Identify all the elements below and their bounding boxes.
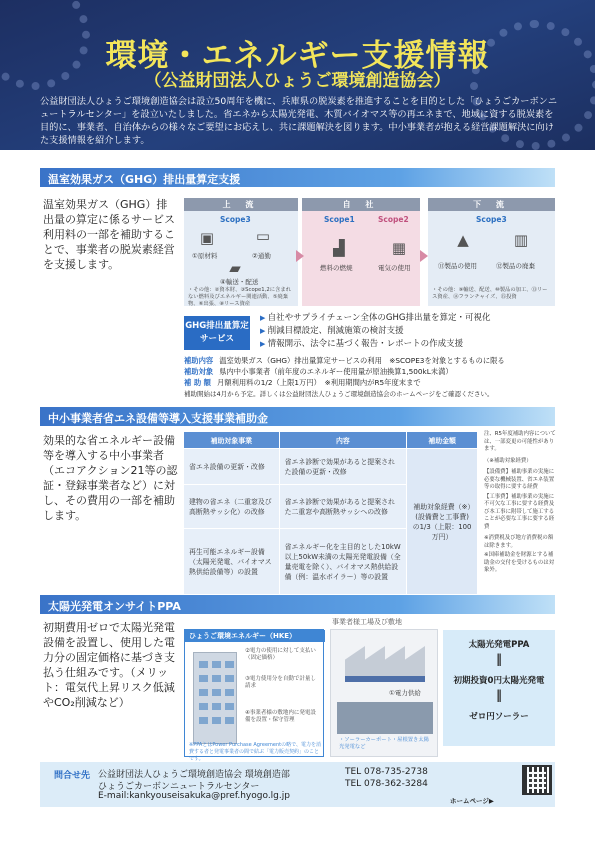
- table-header: 補助金額: [407, 432, 478, 449]
- ghg-detail-content: [184, 355, 505, 366]
- table-cell: 省エネ設備の更新・改修: [184, 449, 280, 485]
- flow-arrow-icon: [420, 250, 428, 262]
- scope3-label: Scope3: [476, 215, 507, 224]
- flow-downstream: [428, 198, 555, 306]
- flow-item: 燃料の燃焼: [320, 264, 353, 272]
- contact-label: 問合せ先: [54, 771, 91, 781]
- section-heading-subsidy: 中小事業者省エネ設備等導入支援事業補助金: [40, 407, 555, 426]
- hke-box: [184, 629, 324, 762]
- table-cell: 省エネ診断で効果があると提案された二重窓や高断熱サッシへの改修: [279, 485, 407, 529]
- flow-item: ①原材料: [192, 252, 218, 260]
- scope2-label: Scope2: [378, 215, 409, 224]
- lamp-icon: ▲: [457, 231, 469, 249]
- factory-label: 事業者様工場及び敷地: [332, 618, 402, 626]
- page-subtitle: （公益財団法人ひょうご環境創造協会）: [144, 71, 451, 91]
- truck-icon: ▰: [229, 259, 241, 277]
- ghg-detail-target: [184, 366, 453, 377]
- homepage-link[interactable]: ホームページ▶: [450, 797, 494, 805]
- note-line: 注、R5年度補助内容については、一部変更の可能性があります。: [484, 431, 556, 452]
- ghg-service-tag: GHG排出量算定サービス: [184, 316, 250, 350]
- note-line: 【工事費】補助事業の実施に不可欠な工事に要する経費及び本工事に附帯して施工することが必要な工事に要する経費: [484, 493, 555, 530]
- bullet-item: ▶ 情報開示、法令に基づく報告・レポートの作成支援: [260, 338, 491, 351]
- flow-item: ④輸送・配送: [220, 278, 259, 286]
- subsidy-amount: 補助対象経費（※）(設備費と工事費)の1/3（上限：100万円）: [407, 449, 478, 595]
- contact-tel: TEL 078-735-2738: [345, 767, 428, 777]
- flow-note: ・その他：②資本財、③Scope1,2に含まれない燃料及びエネルギー関連活動、⑤廃棄物、⑥出張、⑧リース資産: [188, 287, 291, 307]
- detail-value: 県内中小事業者（前年度のエネルギー使用量が原油換算1,500kL未満）: [219, 367, 453, 376]
- box-icon: ▣: [199, 229, 215, 247]
- note-line: 【設備費】補助事業の実施に必要な機械装置、省エネ装置等の取得に要する経費: [484, 469, 555, 490]
- flow-downstream-label: 下 流: [428, 198, 555, 211]
- ppa-diagram: [184, 617, 439, 762]
- equal-icon: ‖: [496, 688, 502, 702]
- factory-icon: ▟: [333, 239, 345, 257]
- detail-key: 補助内容: [184, 356, 214, 365]
- ppa-step: ①電力供給: [389, 689, 421, 697]
- office-building-icon: [193, 652, 237, 744]
- contact-tel: TEL 078-362-3284: [345, 779, 428, 789]
- intro-text: 公益財団法人ひょうご環境創造協会は設立50周年を機に、兵庫県の脱炭素を推進することを目的とした「ひょうごカーボンニュートラルセンター」を設立いたしました。省エネから太陽光発電、木質バイオマス等の再エネまで、地域に資する脱炭素を目的に、事業者、自治体からの様々なご要望にお応えし、共に課題解決を図ります。中小事業者が抱える経営課題解決に向けた支援情報を紹介します。: [40, 96, 558, 146]
- flow-upstream-label: 上 流: [184, 198, 298, 211]
- ppa-description: 初期費用ゼロで太陽光発電設備を設置し、使用した電力分の固定価格に基づき支払う仕組みです。（メリット：電気代上昇リスク低減やCO₂削減など）: [43, 621, 175, 709]
- subsidy-description: 効果的な省エネルギー設備等を導入する中小事業者（エコアクション21等の認証・登録事業者など）に対し、その費用の一部を補助します。: [43, 434, 178, 522]
- subsidy-table: [183, 431, 478, 595]
- detail-key: 補 助 額: [184, 378, 211, 387]
- bullet-item: ▶ 自社やサプライチェーン全体のGHG排出量を算定・可視化: [260, 312, 491, 325]
- train-icon: ▭: [255, 227, 271, 245]
- table-header-row: [184, 432, 478, 449]
- detail-value: 温室効果ガス（GHG）排出量算定サービスの利用 ※SCOPE3を対象とするものに限る: [219, 356, 505, 365]
- section-heading-ppa: 太陽光発電オンサイトPPA: [40, 595, 555, 614]
- summary-line: 太陽光発電PPA: [468, 640, 530, 650]
- note-line: （※補助対象経費）: [484, 457, 532, 464]
- factory-icon: [345, 646, 425, 680]
- solar-carport-photo: [337, 702, 433, 734]
- flow-item: ②通勤: [252, 252, 271, 260]
- ppa-footnote: ※PPAとはPower Purchase Agreementの略で、電力を消費する者と発電事業者の間で結ぶ「電力販売契約」のことです。: [189, 742, 321, 762]
- qr-code-icon[interactable]: [522, 765, 552, 795]
- flow-upstream: [184, 198, 298, 306]
- summary-line: ゼロ円ソーラー: [469, 712, 529, 722]
- flow-item: ⑪製品の使用: [438, 262, 477, 270]
- ghg-notice: 補助開始は4月から予定。詳しくは公益財団法人ひょうご環境創造協会のホームページをご確認ください。: [184, 390, 494, 398]
- note-line: ※国庫補助金を財源とする補助金の交付を受けるものは対象外。: [484, 552, 555, 573]
- flow-self-label: 自 社: [302, 198, 420, 211]
- summary-line: 初期投資0円太陽光発電: [453, 676, 545, 686]
- ppa-step: ③電力使用分を自動で計量し請求: [245, 676, 316, 689]
- section-heading-ghg: 温室効果ガス（GHG）排出量算定支援: [40, 168, 555, 187]
- hke-label: ひょうご環境エネルギー（HKE）: [185, 630, 325, 642]
- table-cell: 省エネルギー化を主目的とした10kW以上50kW未満の太陽光発電設備（全量売電を除く）、バイオマス熱供給設備（例：温水ボイラー）等の設置: [279, 529, 407, 595]
- page-title: 環境・エネルギー支援情報: [105, 38, 490, 74]
- note-line: ※消費税及び地方消費税の額は除きます。: [484, 535, 554, 549]
- ghg-description: 温室効果ガス（GHG）排出量の算定に係るサービス利用料の一部を補助することで、事業者の脱炭素経営を支援します。: [43, 198, 175, 271]
- ghg-detail-amount: [184, 377, 421, 388]
- ghg-bullets: [260, 312, 491, 351]
- equal-icon: ‖: [496, 652, 502, 666]
- ppa-step: ④事業者様の敷地内に発電設備を設置・保守管理: [245, 710, 316, 723]
- ppa-step: ②電力の使用に対して支払い（固定価格）: [245, 648, 316, 661]
- contact-email-link[interactable]: E-mail:kankyouseisakuka@pref.hyogo.lg.jp: [98, 791, 290, 801]
- scope1-label: Scope1: [324, 215, 355, 224]
- flow-note: ・その他：⑨輸送、配送、⑩製品の加工、⑬リース資産、⑭フランチャイズ、⑮投資: [432, 287, 548, 300]
- ppa-summary: [443, 630, 555, 746]
- solar-panel-icon: [345, 676, 425, 682]
- table-header: 補助対象事業: [184, 432, 280, 449]
- building-icon: ▦: [391, 239, 407, 257]
- contact-org: 公益財団法人ひょうご環境創造協会 環境創造部: [98, 770, 290, 780]
- trash-icon: ▥: [513, 231, 529, 249]
- subsidy-side-note: [484, 431, 556, 575]
- flow-self: [302, 198, 420, 306]
- contact-org: ひょうごカーボンニュートラルセンター: [98, 782, 260, 792]
- detail-key: 補助対象: [184, 367, 214, 376]
- scope3-label: Scope3: [220, 215, 251, 224]
- flow-item: 電気の使用: [378, 264, 411, 272]
- contact-box: [40, 762, 555, 807]
- table-row: [184, 449, 478, 485]
- bullet-item: ▶ 削減目標設定、削減施策の検討支援: [260, 325, 491, 338]
- solar-note: ・ソーラーカーポート・屋根置き太陽光発電など: [339, 737, 429, 750]
- header-banner: [0, 0, 595, 150]
- table-cell: 再生可能エネルギー設備（太陽光発電、バイオマス熱供給設備等）の設置: [184, 529, 280, 595]
- flow-item: ⑫製品の廃棄: [496, 262, 535, 270]
- flow-arrow-icon: [296, 250, 304, 262]
- table-cell: 建物の省エネ（二重窓及び高断熱サッシ化）の改修: [184, 485, 280, 529]
- detail-value: 月額利用料の1/2（上限1万円） ※利用期間内がR5年度末まで: [216, 378, 421, 387]
- table-header: 内容: [279, 432, 407, 449]
- table-cell: 省エネ診断で効果があると提案された設備の更新・改修: [279, 449, 407, 485]
- factory-illustration: [330, 629, 438, 757]
